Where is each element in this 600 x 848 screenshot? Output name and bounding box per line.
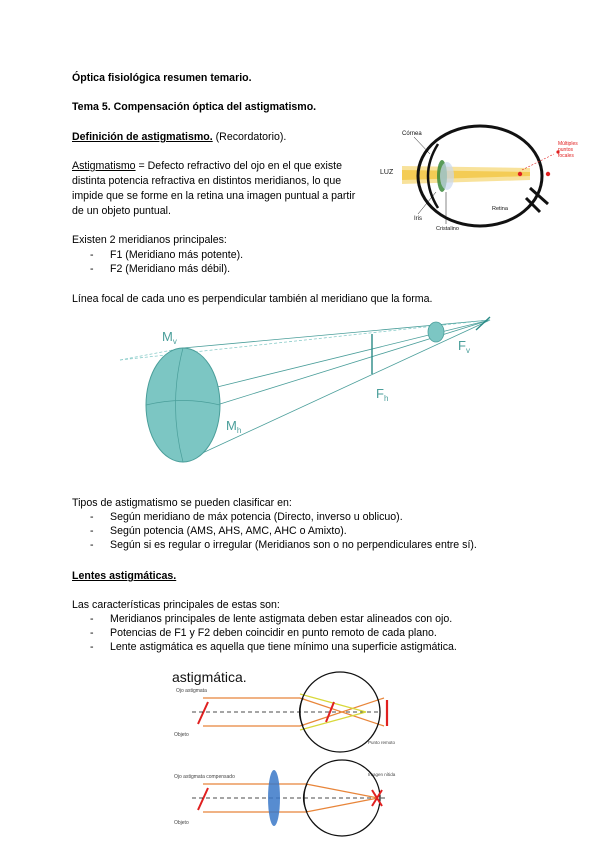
list-item: - Según meridiano de máx potencia (Directo, inverso u oblicuo). <box>90 510 477 524</box>
mv-label: $M_v$ <box>162 329 177 346</box>
list-item: - F2 (Meridiano más débil). <box>90 262 243 276</box>
bottom-eye-label: Ojo astigmata compensado <box>174 774 235 780</box>
cristalino-label: Cristalino <box>436 226 459 232</box>
doc-title: Óptica fisiológica resumen temario. <box>72 72 252 84</box>
fv-label: $F_v$ <box>458 338 470 355</box>
foci-note: Múltiples puntos focales <box>558 141 578 159</box>
list-item: - Potencias de F1 y F2 deben coincidir en punto remoto de cada plano. <box>90 626 457 640</box>
definition-heading: Definición de astigmatismo. <box>72 131 213 143</box>
meridians-intro: Existen 2 meridianos principales: <box>72 234 227 246</box>
fh-label: $F_h$ <box>376 386 389 403</box>
bottom-remote-label: Imagen nítida <box>368 772 396 777</box>
retina-label: Retina <box>492 206 508 212</box>
top-remote-label: Punto remoto <box>368 740 396 745</box>
sturm-conoid-diagram <box>120 312 500 482</box>
lenses-list <box>90 612 457 654</box>
top-eye-label: Ojo astigmata <box>176 688 207 694</box>
lenses-intro: Las características principales de estas son: <box>72 599 280 611</box>
meridians-list <box>90 248 243 276</box>
conoid-ellipse <box>146 348 220 462</box>
types-intro: Tipos de astigmatismo se pueden clasificar en: <box>72 497 292 509</box>
lens-figure-title: astigmática. <box>172 669 247 685</box>
list-item: - Lente astigmática es aquella que tiene mínimo una superficie astigmática. <box>90 640 457 654</box>
mh-label: $M_h$ <box>226 418 242 435</box>
luz-label: LUZ <box>380 169 394 176</box>
definition-note: (Recordatorio). <box>215 131 287 143</box>
list-item: - Meridianos principales de lente astigmata deben estar alineados con ojo. <box>90 612 457 626</box>
types-list <box>90 510 477 552</box>
astigmatism-term: Astigmatismo <box>72 160 136 172</box>
focal-point <box>518 172 522 176</box>
cornea-label: Córnea <box>402 131 422 137</box>
object-arrow <box>198 702 208 724</box>
iris-label: Iris <box>414 216 422 222</box>
list-item: - F1 (Meridiano más potente). <box>90 248 243 262</box>
list-item: - Según si es regular o irregular (Meridianos son o no perpendiculares entre sí). <box>90 538 477 552</box>
section-title: Tema 5. Compensación óptica del astigmatismo. <box>72 101 317 113</box>
astigmatism-definition: Astigmatismo = Defecto refractivo del ojo en el que existe distinta potencia refractiva en distintos meridianos, lo que impide que se forme en la retina una imagen puntual a partir de un objeto puntual. <box>72 160 356 217</box>
astigmatic-lens-diagram <box>170 664 410 844</box>
list-item: - Según potencia (AMS, AHS, AMC, AHC o Amixto). <box>90 524 477 538</box>
bottom-object-label: Objeto <box>174 820 189 826</box>
eye-diagram <box>380 118 578 238</box>
corrective-lens <box>268 770 280 826</box>
definition-heading-line <box>72 131 286 143</box>
focal-point <box>546 172 550 176</box>
focal-line-text: Línea focal de cada uno es perpendicular también al meridiano que la forma. <box>72 293 433 305</box>
least-confusion-circle <box>428 322 444 342</box>
top-object-label: Objeto <box>174 732 189 738</box>
lenses-heading: Lentes astigmáticas. <box>72 570 177 582</box>
